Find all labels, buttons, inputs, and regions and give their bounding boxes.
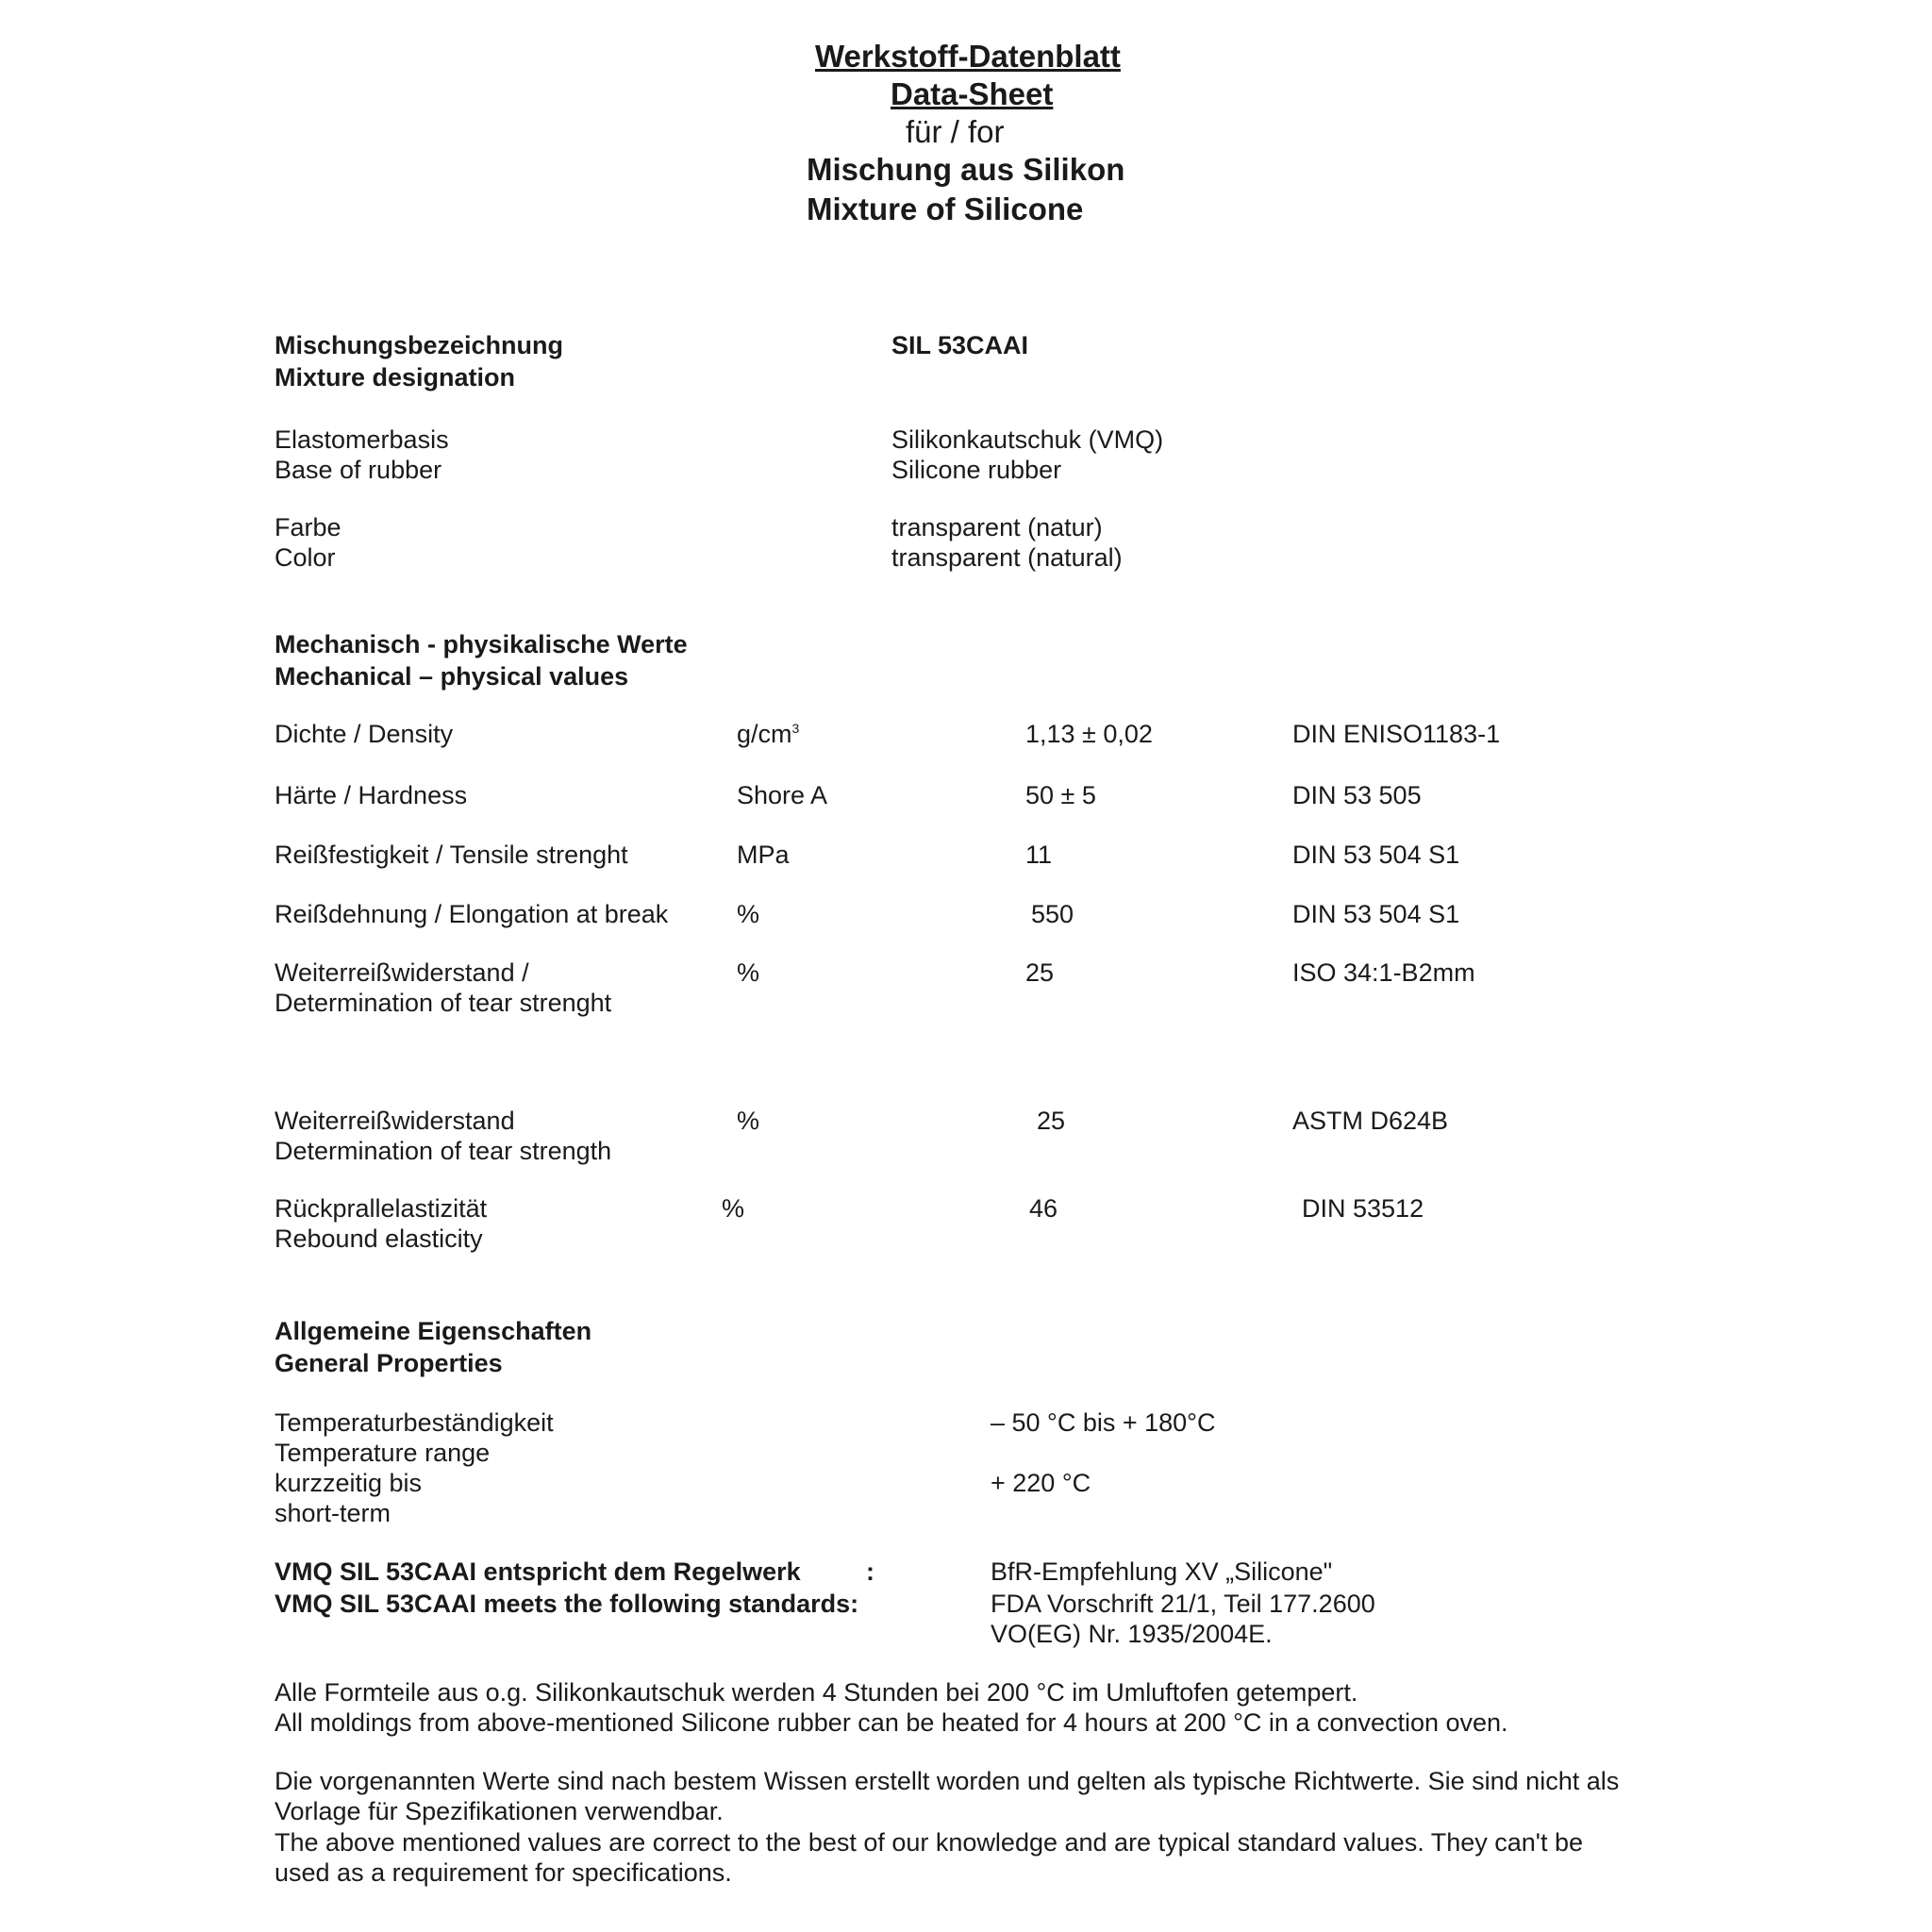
- title-mischung: Mischung aus Silikon: [807, 152, 1125, 187]
- designation-label-en: Mixture designation: [275, 363, 516, 391]
- standards-label-en: VMQ SIL 53CAAI meets the following standards:: [275, 1590, 859, 1618]
- row-tensile-standard: DIN 53 504 S1: [1292, 841, 1460, 869]
- note-tempering-en: All moldings from above-mentioned Silicone rubber can be heated for 4 hours at 200 °C in a convection oven.: [275, 1708, 1508, 1737]
- standards-label-colon: :: [866, 1557, 874, 1586]
- general-heading-en: General Properties: [275, 1349, 503, 1377]
- mechanical-heading-de: Mechanisch - physikalische Werte: [275, 630, 688, 658]
- base-value-en: Silicone rubber: [891, 456, 1062, 484]
- disclaimer-en-line1: The above mentioned values are correct to the best of our knowledge and are typical standard values. They can't be: [275, 1828, 1583, 1857]
- base-label-en: Base of rubber: [275, 456, 442, 484]
- temp-label-de: Temperaturbeständigkeit: [275, 1408, 554, 1437]
- disclaimer-de-line2: Vorlage für Spezifikationen verwendbar.: [275, 1797, 724, 1825]
- short-term-label-de: kurzzeitig bis: [275, 1469, 423, 1497]
- designation-label-de: Mischungsbezeichnung: [275, 331, 564, 359]
- row-tensile-unit: MPa: [737, 841, 790, 869]
- short-term-label-en: short-term: [275, 1499, 391, 1527]
- title-data-sheet: Data-Sheet: [891, 76, 1054, 111]
- disclaimer-en-line2: used as a requirement for specifications.: [275, 1858, 732, 1887]
- row-elongation-value: 550: [1031, 900, 1074, 928]
- row-hardness-label: Härte / Hardness: [275, 781, 468, 809]
- row-tear-astm-standard: ASTM D624B: [1292, 1107, 1449, 1135]
- color-label-en: Color: [275, 543, 336, 572]
- row-tear-iso-unit: %: [737, 958, 760, 987]
- standard-item-fda: FDA Vorschrift 21/1, Teil 177.2600: [991, 1590, 1375, 1618]
- row-elongation-standard: DIN 53 504 S1: [1292, 900, 1460, 928]
- row-density-unit: $g/cm^3$: [737, 720, 800, 748]
- row-tensile-value: 11: [1025, 841, 1053, 869]
- title-werkstoff-datenblatt: Werkstoff-Datenblatt: [815, 39, 1121, 74]
- row-density-label: Dichte / Density: [275, 720, 454, 748]
- temp-value: – 50 °C bis + 180°C: [991, 1408, 1216, 1437]
- row-density-standard: DIN ENISO1183-1: [1292, 720, 1501, 748]
- title-fuer-for: für / for: [906, 114, 1005, 149]
- row-hardness-standard: DIN 53 505: [1292, 781, 1422, 809]
- row-tear-astm-label: Weiterreißwiderstand: [275, 1107, 515, 1135]
- title-mixture: Mixture of Silicone: [807, 192, 1084, 226]
- color-value-en: transparent (natural): [891, 543, 1123, 572]
- row-tear-astm-value: 25: [1037, 1107, 1066, 1135]
- designation-value: SIL 53CAAI: [891, 331, 1029, 359]
- note-tempering-de: Alle Formteile aus o.g. Silikonkautschuk werden 4 Stunden bei 200 °C im Umluftofen getempert.: [275, 1678, 1358, 1707]
- row-hardness-unit: Shore A: [737, 781, 828, 809]
- standard-item-bfr: BfR-Empfehlung XV „Silicone": [991, 1557, 1333, 1586]
- base-value-de: Silikonkautschuk (VMQ): [891, 425, 1164, 454]
- disclaimer-de-line1: Die vorgenannten Werte sind nach bestem Wissen erstellt worden und gelten als typische Richtwerte. Sie sind nicht als: [275, 1767, 1620, 1795]
- mechanical-heading-en: Mechanical – physical values: [275, 662, 629, 691]
- standards-label-de: VMQ SIL 53CAAI entspricht dem Regelwerk: [275, 1557, 801, 1586]
- row-rebound-value: 46: [1029, 1194, 1058, 1223]
- short-term-value: + 220 °C: [991, 1469, 1091, 1497]
- row-hardness-value: 50 ± 5: [1025, 781, 1096, 809]
- row-rebound-unit: %: [722, 1194, 745, 1223]
- row-tear-iso-label: Weiterreißwiderstand /: [275, 958, 529, 987]
- temp-label-en: Temperature range: [275, 1439, 491, 1467]
- row-elongation-unit: %: [737, 900, 760, 928]
- row-rebound-standard: DIN 53512: [1302, 1194, 1424, 1223]
- row-rebound-label-en: Rebound elasticity: [275, 1224, 483, 1253]
- row-tear-iso-value: 25: [1025, 958, 1055, 987]
- row-tear-iso-label-en: Determination of tear strenght: [275, 989, 612, 1017]
- row-tear-astm-unit: %: [737, 1107, 760, 1135]
- row-tear-iso-standard: ISO 34:1-B2mm: [1292, 958, 1475, 987]
- row-elongation-label: Reißdehnung / Elongation at break: [275, 900, 669, 928]
- row-tensile-label: Reißfestigkeit / Tensile strenght: [275, 841, 628, 869]
- color-label-de: Farbe: [275, 513, 341, 541]
- color-value-de: transparent (natur): [891, 513, 1103, 541]
- base-label-de: Elastomerbasis: [275, 425, 449, 454]
- row-rebound-label: Rückprallelastizität: [275, 1194, 488, 1223]
- standard-item-eu: VO(EG) Nr. 1935/2004E.: [991, 1620, 1273, 1648]
- row-density-value: 1,13 ± 0,02: [1025, 720, 1153, 748]
- general-heading-de: Allgemeine Eigenschaften: [275, 1317, 592, 1345]
- row-tear-astm-label-en: Determination of tear strength: [275, 1137, 612, 1165]
